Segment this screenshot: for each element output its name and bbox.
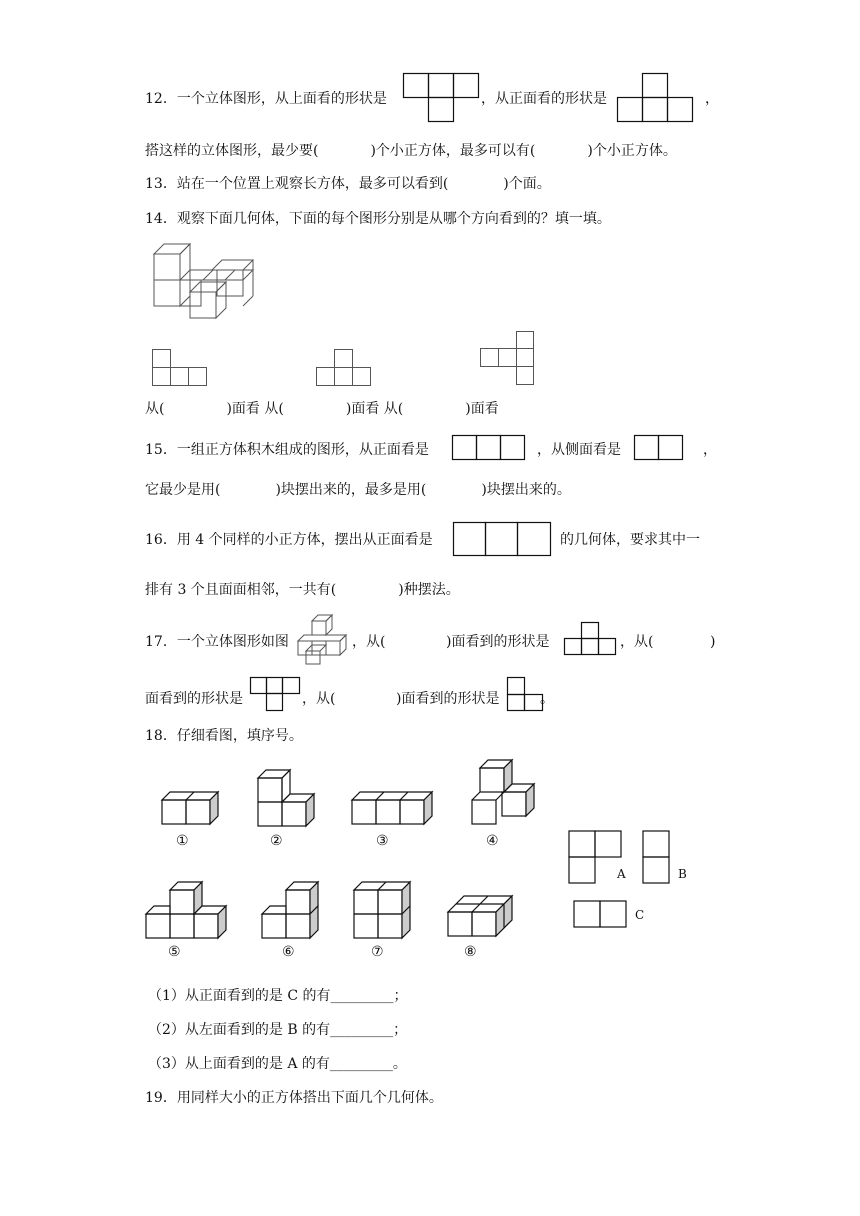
q12-line2 xyxy=(145,141,677,161)
q14-blank2-b: )面看 xyxy=(345,401,380,417)
q18-label-3: ③ xyxy=(376,833,389,849)
q18-label-4: ④ xyxy=(486,833,499,849)
q13-text-a: 13．站在一个位置上观察长方体，最多可以看到( xyxy=(145,176,449,192)
q17-line2-a: 面看到的形状是 xyxy=(145,691,243,707)
q12-line2-c: )个小正方体。 xyxy=(587,143,677,159)
q18-view-b xyxy=(642,830,672,886)
q18-label-6: ⑥ xyxy=(282,944,295,960)
q16-line2-a: 排有 3 个且面面相邻，一共有( xyxy=(145,582,337,598)
q17-text-c: )面看到的形状是 xyxy=(446,634,550,650)
q18-label-5: ⑤ xyxy=(168,944,181,960)
q17-view-1-figure xyxy=(564,622,618,656)
q16-text-a: 16．用 4 个同样的小正方体，摆出从正面看是 xyxy=(145,532,433,548)
q18-view-a xyxy=(568,830,624,886)
q13-line xyxy=(145,174,551,194)
q14-view-2 xyxy=(316,349,372,387)
q15-text-a: 15．一组正方体积木组成的图形，从正面看是 xyxy=(145,442,429,458)
q18-solid-5 xyxy=(144,880,228,942)
q14-blank3-b: )面看 xyxy=(465,401,499,417)
q18-solid-3 xyxy=(350,790,436,828)
q18-solid-4 xyxy=(470,760,540,830)
q17-line2-b: ，从( xyxy=(302,691,336,707)
q18-sub-3: （3）从上面看到的是 A 的有_________。 xyxy=(148,1056,407,1072)
q18-label-7: ⑦ xyxy=(371,944,384,960)
q18-label-2: ② xyxy=(270,833,283,849)
q18-solid-7 xyxy=(352,880,414,942)
q15-front-view-figure xyxy=(452,435,526,461)
q18-text: 18．仔细看图，填序号。 xyxy=(145,728,303,744)
q18-view-c xyxy=(573,900,629,930)
q15-text-b: ，从侧面看是 xyxy=(537,442,621,458)
q18-solid-2 xyxy=(256,768,320,830)
q17-line2-c: )面看到的形状是 xyxy=(396,691,500,707)
q17-view-2-figure xyxy=(250,677,302,713)
q17-text-a: 17．一个立体图形如图 xyxy=(145,634,289,650)
q14-blank3-a: 从( xyxy=(383,401,404,417)
q15-side-view-figure xyxy=(634,435,684,461)
q14-view-1 xyxy=(152,349,208,387)
q15-line2-b: )块摆出来的，最多是用( xyxy=(275,482,427,498)
q18-sub-2: （2）从左面看到的是 B 的有_________； xyxy=(148,1022,408,1038)
q19-text: 19．用同样大小的正方体搭出下面几个几何体。 xyxy=(145,1090,443,1106)
q18-view-label-b: B xyxy=(678,867,687,881)
q14-blank2-a: 从( xyxy=(264,401,284,417)
q14-blank1-a: 从( xyxy=(145,401,165,417)
q16-line2-b: )种摆法。 xyxy=(398,582,460,598)
q12-front-view-figure xyxy=(617,73,693,123)
q16-line2 xyxy=(145,580,460,600)
q14-view-3 xyxy=(480,331,536,387)
q12-line2-b: )个小正方体，最多可以有( xyxy=(370,143,536,159)
q14-solid-figure xyxy=(150,240,260,322)
q15-line2-c: )块摆出来的。 xyxy=(481,482,571,498)
q14-blank1-b: )面看 xyxy=(226,401,260,417)
q18-view-label-a: A xyxy=(617,867,626,881)
q14-answer-line xyxy=(145,399,499,419)
q18-solid-6 xyxy=(260,880,322,942)
q17-text-e: ) xyxy=(710,634,716,650)
q17-line2-d: 。 xyxy=(540,691,554,707)
q17-text-b: ，从( xyxy=(352,634,386,650)
q18-solid-1 xyxy=(160,790,222,828)
q18-sub-1: （1）从正面看到的是 C 的有_________； xyxy=(148,988,408,1004)
q17-solid-figure xyxy=(292,615,356,665)
q12-text-a: 12．一个立体图形，从上面看的形状是 xyxy=(145,91,387,107)
q14-text: 14．观察下面几何体，下面的每个图形分别是从哪个方向看到的？填一填。 xyxy=(145,211,611,227)
q16-front-view-figure xyxy=(453,522,553,558)
q12-text-b: ，从正面看的形状是 xyxy=(481,91,607,107)
q15-line2-a: 它最少是用( xyxy=(145,482,221,498)
q17-text-d: ，从( xyxy=(620,634,654,650)
q12-text-c: ， xyxy=(705,91,719,107)
q18-solid-8 xyxy=(446,894,516,940)
q15-line2 xyxy=(145,480,571,500)
q18-view-label-c: C xyxy=(635,908,645,922)
q18-label-8: ⑧ xyxy=(464,944,477,960)
q15-text-c: ， xyxy=(703,442,717,458)
q12-line2-a: 搭这样的立体图形，最少要( xyxy=(145,143,319,159)
q16-text-b: 的几何体，要求其中一 xyxy=(560,532,700,548)
q12-line1 xyxy=(145,89,387,109)
q12-top-view-figure xyxy=(403,73,479,123)
q18-label-1: ① xyxy=(176,833,189,849)
q13-text-b: )个面。 xyxy=(503,176,551,192)
